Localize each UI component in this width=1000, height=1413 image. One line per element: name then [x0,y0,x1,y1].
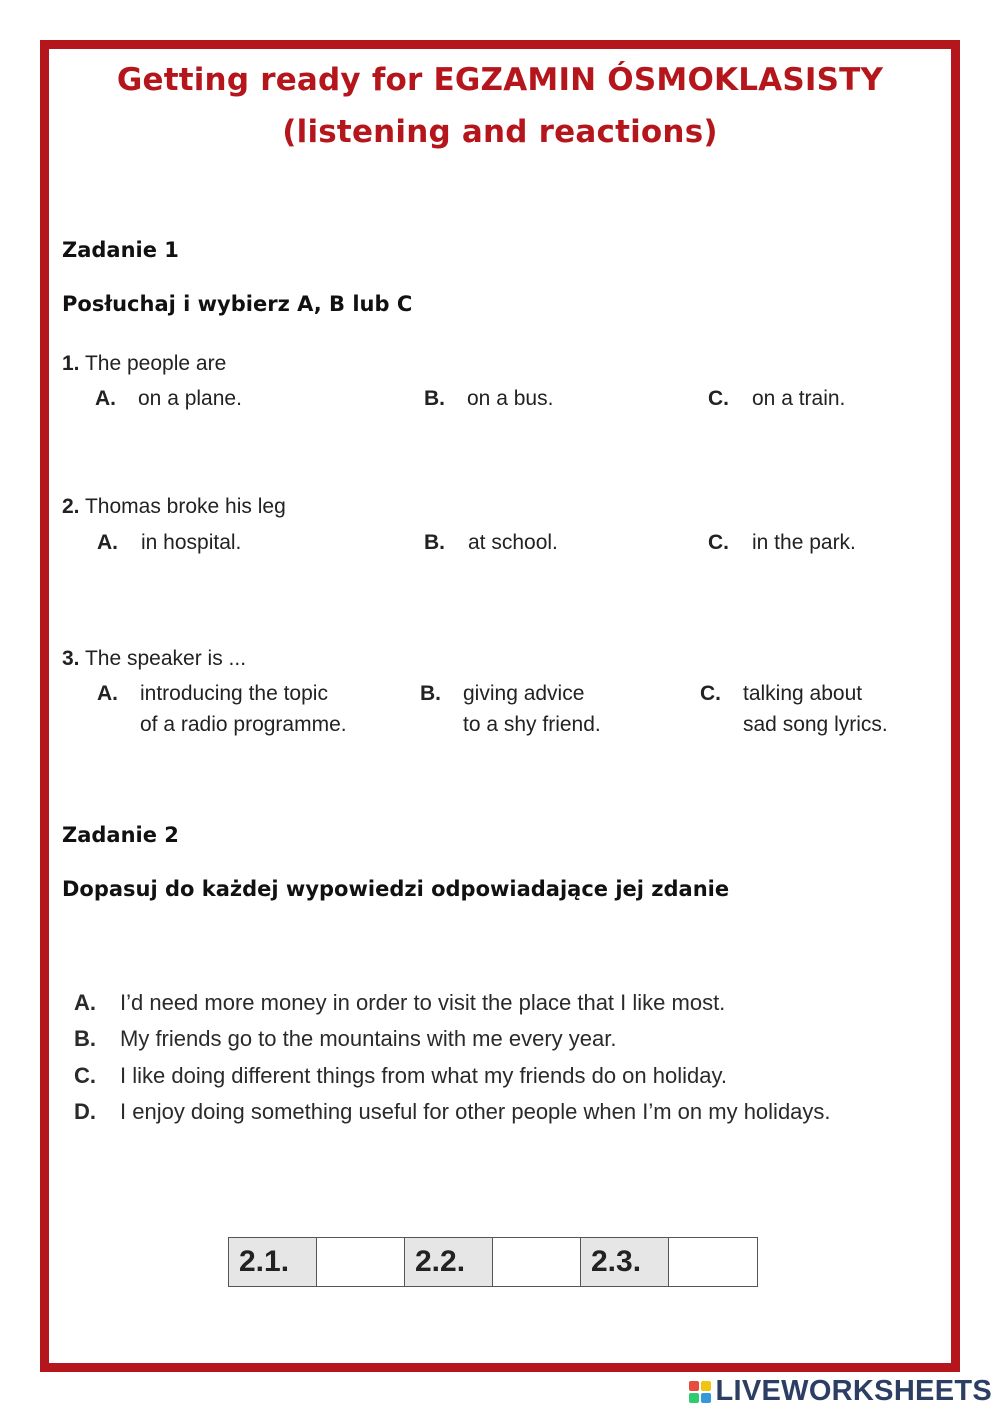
q1-option-c[interactable]: on a train. [752,387,846,410]
statement-a-letter: A. [74,990,96,1015]
q2-option-b-letter[interactable]: B. [424,531,445,554]
q2-option-c[interactable]: in the park. [752,531,856,554]
statement-b-letter: B. [74,1026,96,1051]
question-2-number: 2. [62,495,80,518]
statement-d-letter: D. [74,1099,96,1124]
task1-instruction: Posłuchaj i wybierz A, B lub C [62,292,413,316]
q2-option-a-letter[interactable]: A. [97,531,118,554]
question-2-stem: Thomas broke his leg [84,495,286,518]
q3-option-c-line1: talking about [743,682,863,705]
logo-square-1 [689,1381,699,1391]
brand-text: LIVEWORKSHEETS [715,1375,992,1407]
logo-square-4 [701,1393,711,1403]
question-1 [62,352,226,376]
liveworksheets-brand [689,1375,993,1408]
q3-option-c-line2: sad song lyrics. [743,713,888,736]
question-1-number: 1. [62,352,80,375]
q3-option-a-line2: of a radio programme. [140,713,347,736]
question-3-number: 3. [62,647,80,670]
liveworksheets-logo-icon [689,1381,711,1403]
statement-b-text: My friends go to the mountains with me every year. [120,1026,617,1051]
statement-a-text: I’d need more money in order to visit the place that I like most. [120,990,726,1015]
answer-label-2-3: 2.3. [581,1238,669,1286]
q3-option-b-line2: to a shy friend. [463,713,601,736]
q2-option-a[interactable]: in hospital. [141,531,242,554]
question-3 [62,647,246,671]
q1-option-a[interactable]: on a plane. [138,387,242,410]
logo-square-3 [689,1393,699,1403]
answer-input-2-1[interactable] [317,1238,405,1286]
q3-option-b-letter[interactable]: B. [420,682,441,705]
q2-option-c-letter[interactable]: C. [708,531,729,554]
answer-label-2-2: 2.2. [405,1238,493,1286]
statement-d-text: I enjoy doing something useful for other people when I’m on my holidays. [120,1099,831,1124]
answer-label-2-1: 2.1. [229,1238,317,1286]
question-1-stem: The people are [84,352,227,375]
q1-option-a-letter[interactable]: A. [95,387,116,410]
page-title: Getting ready for EGZAMIN ÓSMOKLASISTY [116,62,884,98]
page-subtitle: (listening and reactions) [282,114,718,150]
q3-option-c-letter[interactable]: C. [700,682,721,705]
statement-d [74,1099,831,1125]
q3-option-a-line1: introducing the topic [140,682,328,705]
answer-input-2-2[interactable] [493,1238,581,1286]
logo-square-2 [701,1381,711,1391]
q1-option-b[interactable]: on a bus. [467,387,554,410]
q3-option-b-line1: giving advice [463,682,585,705]
q3-option-c[interactable] [743,678,888,740]
question-2 [62,495,286,519]
answer-input-2-3[interactable] [669,1238,757,1286]
statement-c-text: I like doing different things from what my friends do on holiday. [120,1063,727,1088]
task1-heading: Zadanie 1 [62,238,179,262]
statement-c-letter: C. [74,1063,96,1088]
statement-b [74,1026,616,1052]
statement-c [74,1063,727,1089]
q3-option-a[interactable] [140,678,347,740]
q1-option-c-letter[interactable]: C. [708,387,729,410]
question-3-stem: The speaker is ... [84,647,247,670]
statement-a [74,990,725,1016]
q3-option-a-letter[interactable]: A. [97,682,118,705]
task2-instruction: Dopasuj do każdej wypowiedzi odpowiadające jej zdanie [62,877,730,901]
task2-heading: Zadanie 2 [62,823,179,847]
answer-grid [228,1237,758,1287]
q2-option-b[interactable]: at school. [468,531,558,554]
q3-option-b[interactable] [463,678,601,740]
q1-option-b-letter[interactable]: B. [424,387,445,410]
